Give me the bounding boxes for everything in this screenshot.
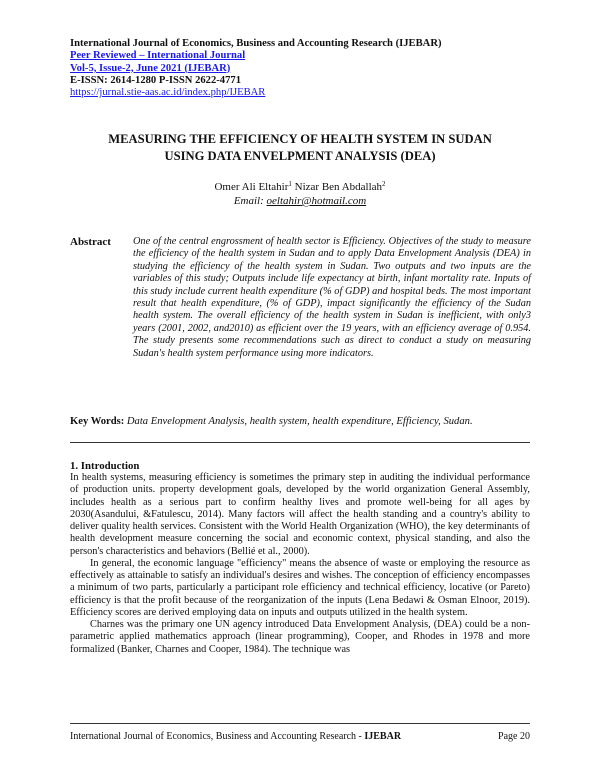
footer-divider bbox=[70, 723, 530, 724]
intro-paragraph-3: Charnes was the primary one UN agency introduced Data Envelopment Analysis, (DEA) could be a non-parametric applied mathematics approach (linear programming), Cooper, and Rhodes in 1978 and more formalized (Banker, Charnes and Cooper, 1984). The technique was bbox=[70, 619, 530, 655]
introduction-heading: 1. Introduction bbox=[70, 460, 140, 472]
keywords bbox=[70, 415, 540, 428]
volume-link[interactable]: Vol-5, Issue-2, June 2021 (IJEBAR) bbox=[70, 62, 231, 74]
journal-header bbox=[70, 38, 540, 99]
keywords-text: Data Envelopment Analysis, health system, health expenditure, Efficiency, Sudan. bbox=[126, 416, 473, 427]
intro-paragraph-2: In general, the economic language "efficiency" means the absence of waste or employing the resource as effectively as attainable to satisfy an individual's desires and wishes. The conception of efficiency encompasses a minimum of two parts, particularly a participant role efficiency and technical efficiency, locative (or Pareto) efficiency is that the profit because of the reorganization of the inputs (Lena Bedawi & Osman Elnoor, 2019). Efficiency scores are derived employing data on inputs and outputs utilized in the health system. bbox=[70, 557, 530, 618]
email-link[interactable]: oeltahir@hotmail.com bbox=[266, 195, 367, 207]
footer-journal bbox=[70, 731, 401, 743]
author-1: Omer Ali Eltahir bbox=[214, 181, 289, 193]
peer-reviewed-link[interactable]: Peer Reviewed – International Journal bbox=[70, 50, 246, 62]
journal-url-link[interactable]: https://jurnal.stie-aas.ac.id/index.php/IJEBAR bbox=[70, 87, 266, 99]
abstract-text: One of the central engrossment of health sector is Efficiency. Objectives of the study to measure the efficiency of the health system in Sudan and to apply Data Envelopment Analysis (DEA) in studying the efficiency of the health system in Sudan. Two outputs and two inputs are the variables of this study; Outputs include life expectancy at birth, infant mortality rate. Inputs of this study include current health expenditure (% of GDP) and hospital beds. The most important result that health expenditure, (% of GDP), impact significantly the efficiency of the Sudan health system. The overall efficiency of the health system in Sudan is inefficient, with only3 years (2001, 2002, and2010) as efficient over the 19 years, with an efficiency average of 0.954. The study presents some recommendations such as direct to conduct a study on measuring Sudan's health system performance using more indicators. bbox=[133, 236, 531, 359]
journal-name: International Journal of Economics, Business and Accounting Research (IJEBAR) bbox=[70, 38, 442, 49]
author-email bbox=[60, 194, 540, 208]
paper-title bbox=[60, 131, 540, 165]
title-line-1: MEASURING THE EFFICIENCY OF HEALTH SYSTEM IN SUDAN bbox=[108, 132, 492, 146]
issn-line: E-ISSN: 2614-1280 P-ISSN 2622-4771 bbox=[70, 74, 241, 86]
author-2: Nizar Ben Abdallah bbox=[294, 181, 383, 193]
section-divider bbox=[70, 442, 530, 443]
introduction-body bbox=[70, 472, 530, 656]
intro-paragraph-1: In health systems, measuring efficiency is sometimes the primary step in auditing the individual performance of production units. property development goals, developed by the world organization General Assembly, includes health as a serious part to confirm healthy lives and promote well-being for all ages by 2030(Asandului, &Fatulescu, 2014). Many factors will affect the health standing and a country's ability to deliver quality health services. Consistent with the World Health Organization (WHO), the key determinants of health development measure concerning the social and economic context, physical standing, and also the person's characteristics and behaviors (Bellié et al., 2000). bbox=[70, 472, 530, 557]
author-list bbox=[60, 180, 540, 194]
author-1-affiliation: 1 bbox=[288, 180, 292, 188]
footer-journal-abbr: IJEBAR bbox=[364, 731, 402, 742]
abstract-label: Abstract bbox=[70, 236, 111, 248]
keywords-label: Key Words: bbox=[70, 416, 125, 427]
email-label: Email: bbox=[233, 195, 264, 207]
author-2-affiliation: 2 bbox=[382, 180, 386, 188]
title-line-2: USING DATA ENVELPMENT ANALYSIS (DEA) bbox=[164, 149, 436, 163]
page-number: Page 20 bbox=[498, 731, 530, 742]
footer-journal-name: International Journal of Economics, Business and Accounting Research - bbox=[70, 731, 362, 742]
